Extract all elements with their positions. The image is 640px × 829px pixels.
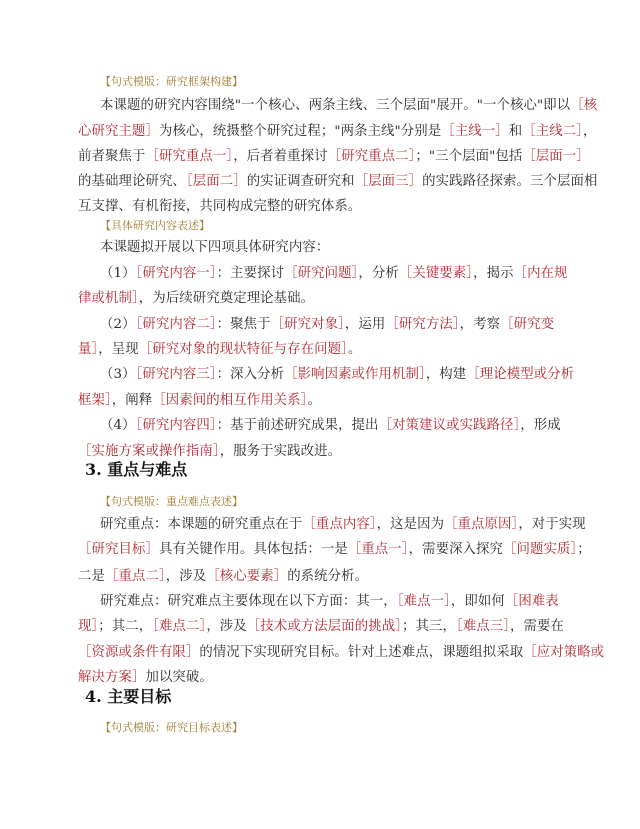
text-line (78, 539, 591, 561)
body-text: ；其二， (98, 619, 153, 634)
placeholder-text: ［主线二］ (522, 124, 584, 139)
body-text: （2） (100, 317, 136, 332)
body-text: ，后者着重探讨 (233, 149, 328, 164)
body-text: 具有关键作用。具体包括：一是 (158, 542, 348, 557)
placeholder-text: ［影响因素或作用机制］ (284, 367, 426, 382)
body-text: ， (583, 124, 597, 139)
body-text: ，对于实现 (518, 517, 586, 532)
placeholder-text: ［实施方案或操作指南］ (78, 444, 220, 459)
body-text: ，分析 (358, 266, 399, 281)
text-line (100, 591, 559, 613)
text-line (100, 263, 568, 285)
placeholder-text: ［重点内容］ (302, 517, 377, 532)
placeholder-text: ［应对策略或 (523, 645, 605, 660)
body-text: 本课题的研究内容围绕"一个核心、两条主线、三个层面"展开。"一个核心"即以 (100, 98, 571, 113)
placeholder-text: ［难点三］ (455, 619, 511, 634)
body-text: 的实证调查研究和 (246, 174, 355, 189)
body-text: 互支撑、有机衔接，共同构成完整的研究体系。 (78, 199, 362, 214)
placeholder-text: ［研究内容二］ (135, 317, 217, 332)
placeholder-text: ［研究变 (500, 317, 555, 332)
body-text: ：基于前述研究成果，提出 (216, 418, 379, 433)
placeholder-text: ［层面二］ (185, 174, 247, 189)
placeholder-text: ［内在规 (513, 266, 568, 281)
placeholder-text: ［核 (570, 98, 598, 113)
body-text: ，即如何 (450, 594, 505, 609)
placeholder-text: 框架］ (78, 393, 112, 408)
body-text: ，服务于实践改进。 (219, 444, 342, 459)
body-text: 研究难点：研究难点主要体现在以下方面：其一， (100, 594, 397, 609)
placeholder-text: ［困难表 (504, 594, 559, 609)
body-text: ，这是因为 (376, 517, 445, 532)
placeholder-text: ［难点二］ (152, 619, 207, 634)
placeholder-text: 解决方案］ (78, 670, 146, 685)
placeholder-text: ［核心要素］ (206, 569, 288, 584)
placeholder-text: ［难点一］ (396, 594, 451, 609)
placeholder-text: 现］ (78, 619, 99, 634)
body-text: 的基础理论研究、 (78, 174, 186, 189)
placeholder-text: ［问题实质］ (503, 542, 578, 557)
text-line (78, 566, 368, 588)
framework-template-tag: 【句式模版：研究框架构建】 (100, 75, 243, 88)
placeholder-text: 律或机制］ (78, 291, 139, 306)
placeholder-text: ［研究内容三］ (135, 367, 217, 382)
difficulty-template-tag: 【句式模版：重点难点表述】 (100, 495, 243, 508)
body-text: 。 (347, 342, 362, 357)
body-text: 研究重点：本课题的研究重点在于 (100, 517, 303, 532)
body-text: 二是 (78, 569, 105, 584)
body-text: （1） (100, 266, 136, 281)
text-line (78, 121, 597, 143)
body-text: 为核心，统摄整个研究过程；"两条主线"分别是 (158, 124, 442, 139)
text-line (78, 390, 321, 412)
placeholder-text: 心研究主题］ (78, 124, 159, 139)
placeholder-text: ［主线一］ (441, 124, 509, 139)
text-line (100, 314, 554, 336)
content-template-tag: 【具体研究内容表述】 (100, 219, 210, 232)
body-text: ； (577, 542, 591, 557)
text-line (100, 237, 329, 259)
placeholder-text: ［资源或条件有限］ (78, 645, 200, 660)
body-text: ，涉及 (206, 619, 247, 634)
body-text: 前者聚焦于 (78, 149, 146, 164)
placeholder-text: ［对策建议或实践路径］ (378, 418, 521, 433)
text-line (100, 415, 561, 437)
placeholder-text: 量］ (78, 342, 99, 357)
placeholder-text: ［研究目标］ (78, 542, 159, 557)
body-text: ，需要在 (510, 619, 564, 634)
body-text: ：聚焦于 (216, 317, 271, 332)
body-text: ，考察 (459, 317, 501, 332)
text-line (78, 196, 361, 218)
placeholder-text: ［研究内容一］ (135, 266, 217, 281)
text-line (78, 642, 604, 664)
placeholder-text: ［重点二］ (104, 569, 166, 584)
body-text: 加以突破。 (145, 670, 213, 685)
body-text: ，呈现 (98, 342, 139, 357)
placeholder-text: ［研究重点二］ (327, 149, 416, 164)
body-text: ；"三个层面"包括 (415, 149, 523, 164)
placeholder-text: ［层面三］ (354, 174, 423, 189)
placeholder-text: ［层面一］ (522, 149, 590, 164)
placeholder-text: ［重点一］ (347, 542, 409, 557)
heading-main-goals: 4. 主要目标 (85, 687, 172, 706)
body-text: （3） (100, 367, 136, 382)
text-line (78, 146, 590, 168)
body-text: ，需要深入探究 (408, 542, 504, 557)
placeholder-text: ［技术或方法层面的挑战］ (246, 619, 402, 634)
body-text: ，涉及 (165, 569, 207, 584)
body-text: ：主要探讨 (216, 266, 285, 281)
body-text: ，运用 (344, 317, 386, 332)
placeholder-text: ［理论模型或分析 (466, 367, 575, 382)
text-line (78, 288, 314, 310)
placeholder-text: ［因素间的相互作用关系］ (152, 393, 308, 408)
body-text: 本课题拟开展以下四项具体研究内容： (100, 240, 330, 255)
body-text: ，为后续研究奠定理论基础。 (138, 291, 315, 306)
placeholder-text: ［研究内容四］ (135, 418, 217, 433)
placeholder-text: ［研究对象］ (270, 317, 345, 332)
placeholder-text: ［重点原因］ (444, 517, 519, 532)
placeholder-text: ［关键要素］ (398, 266, 474, 281)
text-line (100, 95, 597, 117)
body-text: ，揭示 (473, 266, 514, 281)
heading-key-difficult-points: 3. 重点与难点 (85, 460, 188, 479)
placeholder-text: ［研究方法］ (385, 317, 460, 332)
body-text: ，阐释 (111, 393, 153, 408)
placeholder-text: ［研究重点一］ (145, 149, 234, 164)
body-text: 的实践路径探索。三个层面相 (422, 174, 598, 189)
goal-template-tag: 【句式模版：研究目标表述】 (100, 721, 243, 734)
text-line (78, 616, 564, 638)
body-text: （4） (100, 418, 136, 433)
body-text: 。 (307, 393, 321, 408)
body-text: ；其三， (401, 619, 456, 634)
placeholder-text: ［研究对象的现状特征与存在问题］ (138, 342, 348, 357)
text-line (100, 364, 574, 386)
body-text: 的系统分析。 (287, 569, 369, 584)
text-line (100, 514, 586, 536)
body-text: ：深入分析 (216, 367, 285, 382)
text-line (78, 171, 597, 193)
body-text: 的情况下实现研究目标。针对上述难点，课题组拟采取 (199, 645, 524, 660)
placeholder-text: ［研究问题］ (284, 266, 359, 281)
body-text: ，形成 (520, 418, 561, 433)
body-text: 和 (508, 124, 523, 139)
body-text: ，构建 (425, 367, 467, 382)
text-line (78, 339, 361, 361)
